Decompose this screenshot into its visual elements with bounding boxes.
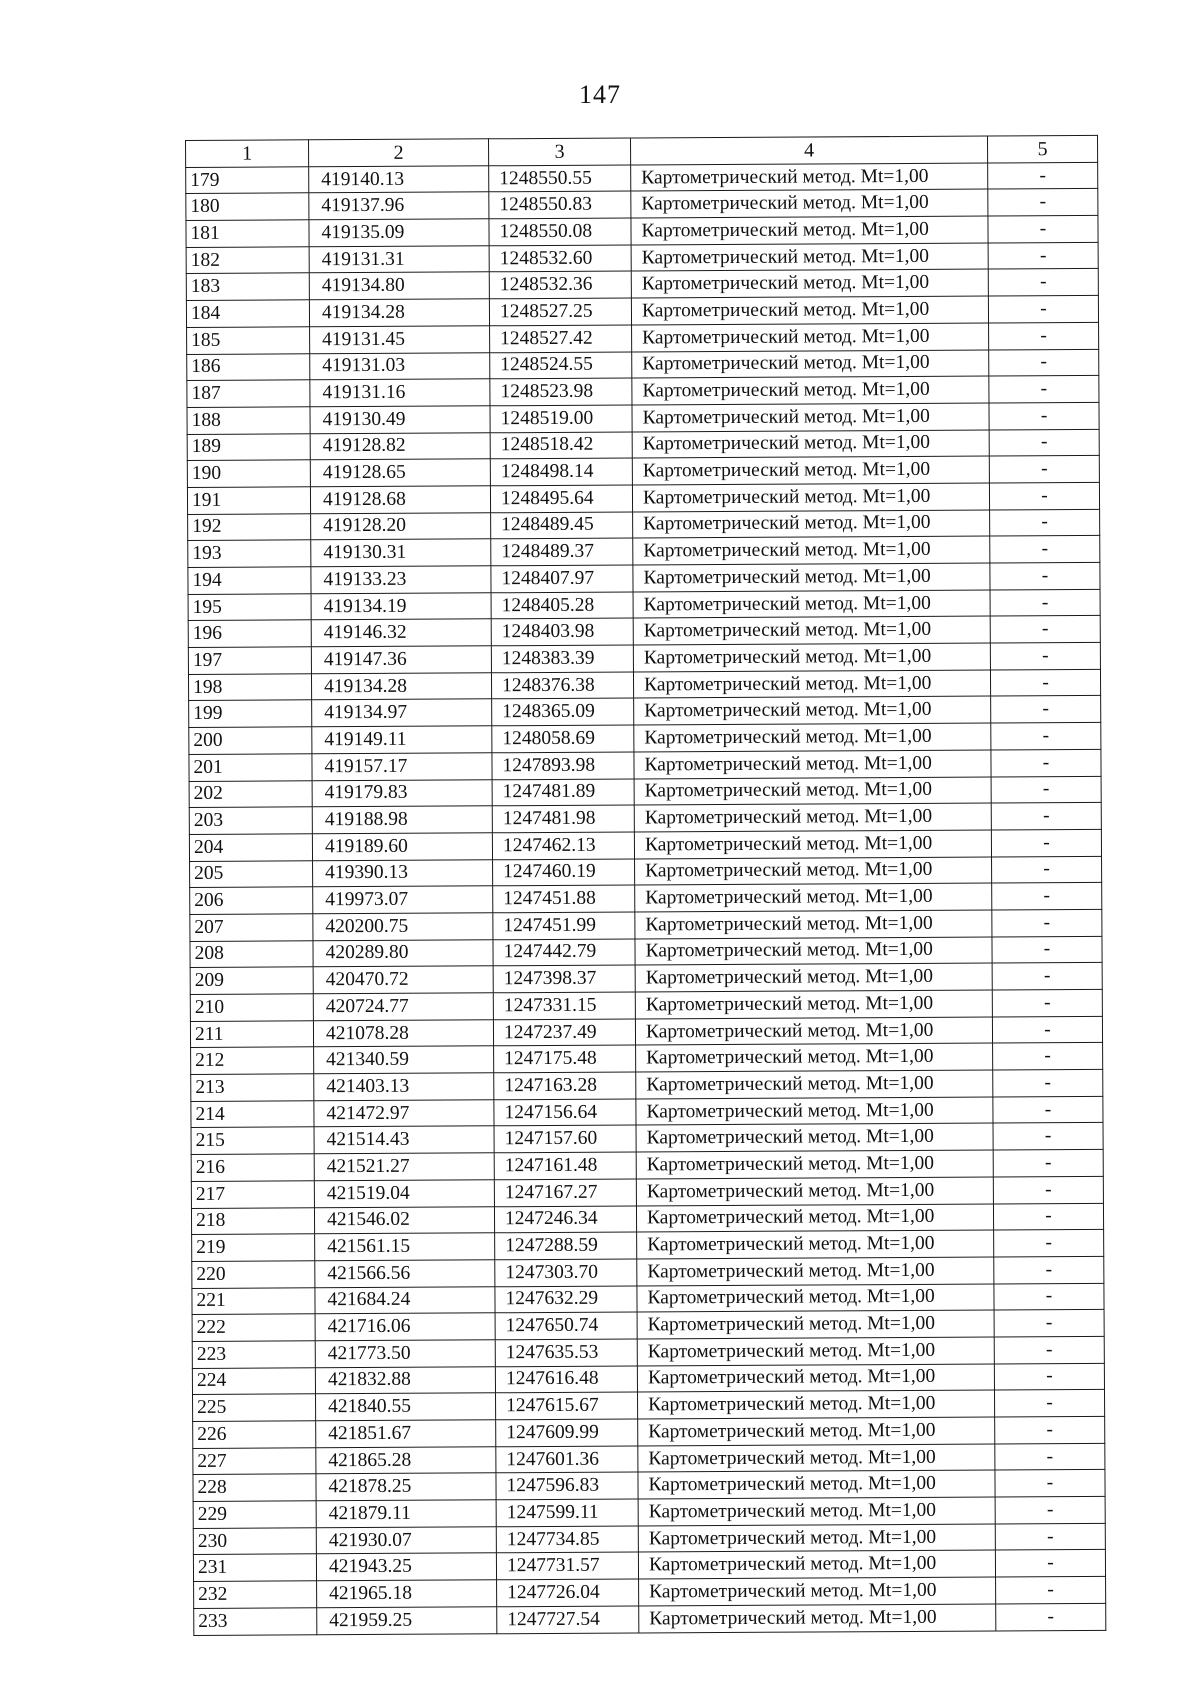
- method-cell: Картометрический метод. Mt=1,00: [633, 510, 990, 539]
- y-coordinate-cell: 1247163.28: [494, 1072, 636, 1099]
- note-cell: -: [990, 536, 1100, 563]
- x-coordinate-cell: 419188.98: [312, 806, 492, 834]
- y-coordinate-cell: 1248407.97: [491, 565, 633, 592]
- point-number-cell: 189: [187, 433, 310, 460]
- note-cell: -: [989, 402, 1099, 429]
- x-coordinate-cell: 419157.17: [312, 753, 492, 781]
- y-coordinate-cell: 1248524.55: [490, 352, 632, 379]
- point-number-cell: 229: [193, 1501, 316, 1528]
- y-coordinate-cell: 1248495.64: [490, 485, 632, 512]
- y-coordinate-cell: 1248532.60: [489, 245, 631, 272]
- y-coordinate-cell: 1247442.79: [493, 939, 635, 966]
- method-cell: Картометрический метод. Mt=1,00: [634, 777, 991, 806]
- method-cell: Картометрический метод. Mt=1,00: [637, 1337, 994, 1366]
- column-header-3: 3: [488, 138, 630, 165]
- y-coordinate-cell: 1247734.85: [496, 1526, 638, 1553]
- x-coordinate-cell: 419131.16: [310, 379, 490, 407]
- x-coordinate-cell: 419134.97: [312, 699, 492, 727]
- note-cell: -: [988, 189, 1098, 216]
- y-coordinate-cell: 1247460.19: [493, 859, 635, 886]
- note-cell: -: [988, 242, 1098, 269]
- method-cell: Картометрический метод. Mt=1,00: [638, 1497, 995, 1526]
- y-coordinate-cell: 1247731.57: [496, 1552, 638, 1579]
- x-coordinate-cell: 419134.28: [309, 299, 489, 327]
- y-coordinate-cell: 1247303.70: [495, 1259, 637, 1286]
- method-cell: Картометрический метод. Mt=1,00: [634, 723, 991, 752]
- note-cell: -: [988, 296, 1098, 323]
- method-cell: Картометрический метод. Mt=1,00: [634, 750, 991, 779]
- note-cell: -: [993, 1203, 1103, 1230]
- note-cell: -: [991, 723, 1101, 750]
- note-cell: -: [989, 456, 1099, 483]
- method-cell: Картометрический метод. Mt=1,00: [633, 563, 990, 592]
- method-cell: Картометрический метод. Mt=1,00: [631, 269, 988, 298]
- point-number-cell: 216: [191, 1154, 314, 1181]
- x-coordinate-cell: 421403.13: [314, 1073, 494, 1101]
- x-coordinate-cell: 419128.82: [310, 432, 490, 460]
- x-coordinate-cell: 420200.75: [313, 913, 493, 941]
- method-cell: Картометрический метод. Mt=1,00: [633, 590, 990, 619]
- method-cell: Картометрический метод. Mt=1,00: [632, 403, 989, 432]
- y-coordinate-cell: 1247157.60: [494, 1125, 636, 1152]
- x-coordinate-cell: 421832.88: [315, 1366, 495, 1394]
- y-coordinate-cell: 1248383.39: [491, 645, 633, 672]
- y-coordinate-cell: 1248058.69: [492, 725, 634, 752]
- y-coordinate-cell: 1247175.48: [494, 1045, 636, 1072]
- y-coordinate-cell: 1248550.55: [489, 165, 631, 192]
- point-number-cell: 205: [190, 860, 313, 887]
- note-cell: -: [989, 349, 1099, 376]
- note-cell: -: [993, 1069, 1103, 1096]
- y-coordinate-cell: 1247615.67: [496, 1392, 638, 1419]
- y-coordinate-cell: 1248550.83: [489, 191, 631, 218]
- y-coordinate-cell: 1248489.37: [491, 538, 633, 565]
- x-coordinate-cell: 421943.25: [316, 1553, 496, 1581]
- point-number-cell: 204: [189, 834, 312, 861]
- x-coordinate-cell: 421865.28: [316, 1446, 496, 1474]
- point-number-cell: 183: [186, 273, 309, 300]
- method-cell: Картометрический метод. Mt=1,00: [633, 616, 990, 645]
- x-coordinate-cell: 420289.80: [313, 939, 493, 967]
- method-cell: Картометрический метод. Mt=1,00: [632, 323, 989, 352]
- point-number-cell: 219: [192, 1234, 315, 1261]
- method-cell: Картометрический метод. Mt=1,00: [632, 350, 989, 379]
- y-coordinate-cell: 1248523.98: [490, 378, 632, 405]
- note-cell: -: [992, 1016, 1102, 1043]
- note-cell: -: [995, 1523, 1105, 1550]
- column-header-2: 2: [309, 139, 489, 167]
- column-header-5: 5: [987, 135, 1097, 162]
- method-cell: Картометрический метод. Mt=1,00: [634, 803, 991, 832]
- y-coordinate-cell: 1247599.11: [496, 1499, 638, 1526]
- x-coordinate-cell: 419973.07: [313, 886, 493, 914]
- point-number-cell: 201: [189, 754, 312, 781]
- x-coordinate-cell: 421521.27: [314, 1153, 494, 1181]
- note-cell: -: [988, 215, 1098, 242]
- method-cell: Картометрический метод. Mt=1,00: [632, 483, 989, 512]
- method-cell: Картометрический метод. Mt=1,00: [635, 910, 992, 939]
- method-cell: Картометрический метод. Mt=1,00: [638, 1390, 995, 1419]
- point-number-cell: 179: [186, 166, 309, 193]
- point-number-cell: 188: [187, 407, 310, 434]
- note-cell: -: [994, 1230, 1104, 1257]
- point-number-cell: 186: [187, 353, 310, 380]
- y-coordinate-cell: 1248550.08: [489, 218, 631, 245]
- method-cell: Картометрический метод. Mt=1,00: [635, 990, 992, 1019]
- method-cell: Картометрический метод. Mt=1,00: [631, 243, 988, 272]
- y-coordinate-cell: 1248532.36: [489, 271, 631, 298]
- point-number-cell: 203: [189, 807, 312, 834]
- method-cell: Картометрический метод. Mt=1,00: [639, 1604, 996, 1633]
- note-cell: -: [989, 376, 1099, 403]
- y-coordinate-cell: 1248376.38: [491, 672, 633, 699]
- method-cell: Картометрический метод. Mt=1,00: [638, 1550, 995, 1579]
- method-cell: Картометрический метод. Mt=1,00: [633, 643, 990, 672]
- method-cell: Картометрический метод. Mt=1,00: [632, 430, 989, 459]
- method-cell: Картометрический метод. Mt=1,00: [638, 1444, 995, 1473]
- y-coordinate-cell: 1248527.25: [489, 298, 631, 325]
- x-coordinate-cell: 419128.68: [310, 486, 490, 514]
- y-coordinate-cell: 1247167.27: [494, 1179, 636, 1206]
- column-header-4: 4: [630, 136, 987, 165]
- table-row: [194, 1603, 1106, 1635]
- note-cell: -: [992, 936, 1102, 963]
- point-number-cell: 233: [194, 1608, 317, 1635]
- point-number-cell: 198: [188, 674, 311, 701]
- y-coordinate-cell: 1248498.14: [490, 458, 632, 485]
- x-coordinate-cell: 421878.25: [316, 1473, 496, 1501]
- point-number-cell: 225: [193, 1394, 316, 1421]
- y-coordinate-cell: 1247726.04: [497, 1579, 639, 1606]
- y-coordinate-cell: 1248403.98: [491, 618, 633, 645]
- note-cell: -: [995, 1470, 1105, 1497]
- x-coordinate-cell: 421561.15: [315, 1233, 495, 1261]
- point-number-cell: 207: [190, 914, 313, 941]
- column-header-1: 1: [186, 140, 309, 167]
- note-cell: -: [991, 803, 1101, 830]
- point-number-cell: 195: [188, 593, 311, 620]
- method-cell: Картометрический метод. Mt=1,00: [631, 163, 988, 192]
- y-coordinate-cell: 1247609.99: [496, 1419, 638, 1446]
- method-cell: Картометрический метод. Mt=1,00: [638, 1470, 995, 1499]
- note-cell: -: [996, 1603, 1106, 1630]
- x-coordinate-cell: 419189.60: [312, 833, 492, 861]
- method-cell: Картометрический метод. Mt=1,00: [637, 1257, 994, 1286]
- method-cell: Картометрический метод. Mt=1,00: [633, 670, 990, 699]
- note-cell: -: [990, 642, 1100, 669]
- point-number-cell: 193: [188, 540, 311, 567]
- x-coordinate-cell: 419390.13: [313, 859, 493, 887]
- note-cell: -: [993, 1123, 1103, 1150]
- note-cell: -: [992, 909, 1102, 936]
- method-cell: Картометрический метод. Mt=1,00: [631, 296, 988, 325]
- point-number-cell: 200: [189, 727, 312, 754]
- point-number-cell: 232: [194, 1581, 317, 1608]
- method-cell: Картометрический метод. Mt=1,00: [637, 1310, 994, 1339]
- point-number-cell: 208: [190, 940, 313, 967]
- x-coordinate-cell: 421566.56: [315, 1260, 495, 1288]
- note-cell: -: [991, 696, 1101, 723]
- note-cell: -: [994, 1256, 1104, 1283]
- method-cell: Картометрический метод. Mt=1,00: [636, 1204, 993, 1233]
- y-coordinate-cell: 1247481.89: [492, 779, 634, 806]
- note-cell: -: [988, 269, 1098, 296]
- x-coordinate-cell: 419140.13: [309, 165, 489, 193]
- point-number-cell: 224: [192, 1367, 315, 1394]
- note-cell: -: [991, 749, 1101, 776]
- x-coordinate-cell: 420724.77: [313, 993, 493, 1021]
- method-cell: Картометрический метод. Mt=1,00: [632, 376, 989, 405]
- method-cell: Картометрический метод. Mt=1,00: [638, 1417, 995, 1446]
- y-coordinate-cell: 1248518.42: [490, 432, 632, 459]
- y-coordinate-cell: 1247635.53: [495, 1339, 637, 1366]
- point-number-cell: 226: [193, 1421, 316, 1448]
- point-number-cell: 218: [191, 1207, 314, 1234]
- note-cell: -: [992, 963, 1102, 990]
- point-number-cell: 227: [193, 1447, 316, 1474]
- x-coordinate-cell: 419137.96: [309, 192, 489, 220]
- point-number-cell: 187: [187, 380, 310, 407]
- method-cell: Картометрический метод. Mt=1,00: [631, 216, 988, 245]
- point-number-cell: 217: [191, 1181, 314, 1208]
- note-cell: -: [993, 1176, 1103, 1203]
- x-coordinate-cell: 421519.04: [314, 1180, 494, 1208]
- x-coordinate-cell: 421851.67: [316, 1420, 496, 1448]
- y-coordinate-cell: 1247237.49: [493, 1019, 635, 1046]
- x-coordinate-cell: 419128.20: [311, 512, 491, 540]
- note-cell: -: [996, 1577, 1106, 1604]
- method-cell: Картометрический метод. Mt=1,00: [638, 1524, 995, 1553]
- y-coordinate-cell: 1247596.83: [496, 1472, 638, 1499]
- method-cell: Картометрический метод. Mt=1,00: [635, 883, 992, 912]
- x-coordinate-cell: 421340.59: [314, 1046, 494, 1074]
- note-cell: -: [994, 1363, 1104, 1390]
- point-number-cell: 194: [188, 567, 311, 594]
- note-cell: -: [989, 429, 1099, 456]
- y-coordinate-cell: 1248405.28: [491, 592, 633, 619]
- note-cell: -: [992, 989, 1102, 1016]
- note-cell: -: [990, 509, 1100, 536]
- note-cell: -: [994, 1310, 1104, 1337]
- point-number-cell: 182: [186, 247, 309, 274]
- method-cell: Картометрический метод. Mt=1,00: [636, 1123, 993, 1152]
- x-coordinate-cell: 419134.19: [311, 592, 491, 620]
- note-cell: -: [992, 856, 1102, 883]
- y-coordinate-cell: 1247650.74: [495, 1312, 637, 1339]
- y-coordinate-cell: 1248519.00: [490, 405, 632, 432]
- point-number-cell: 223: [192, 1341, 315, 1368]
- point-number-cell: 190: [187, 460, 310, 487]
- y-coordinate-cell: 1247246.34: [494, 1205, 636, 1232]
- point-number-cell: 220: [192, 1261, 315, 1288]
- y-coordinate-cell: 1247161.48: [494, 1152, 636, 1179]
- x-coordinate-cell: 419149.11: [312, 726, 492, 754]
- point-number-cell: 191: [187, 487, 310, 514]
- page-number: 147: [579, 80, 621, 109]
- y-coordinate-cell: 1247451.99: [493, 912, 635, 939]
- x-coordinate-cell: 421959.25: [317, 1607, 497, 1635]
- method-cell: Картометрический метод. Mt=1,00: [639, 1577, 996, 1606]
- note-cell: -: [993, 1096, 1103, 1123]
- x-coordinate-cell: 419128.65: [310, 459, 490, 487]
- y-coordinate-cell: 1248527.42: [490, 325, 632, 352]
- x-coordinate-cell: 419147.36: [311, 646, 491, 674]
- x-coordinate-cell: 419131.03: [310, 352, 490, 380]
- note-cell: -: [995, 1496, 1105, 1523]
- method-cell: Картометрический метод. Mt=1,00: [637, 1284, 994, 1313]
- point-number-cell: 192: [188, 513, 311, 540]
- method-cell: Картометрический метод. Mt=1,00: [634, 830, 991, 859]
- point-number-cell: 206: [190, 887, 313, 914]
- method-cell: Картометрический метод. Mt=1,00: [636, 1043, 993, 1072]
- note-cell: -: [989, 322, 1099, 349]
- y-coordinate-cell: 1248365.09: [492, 698, 634, 725]
- method-cell: Картометрический метод. Mt=1,00: [636, 1177, 993, 1206]
- x-coordinate-cell: 419130.31: [311, 539, 491, 567]
- x-coordinate-cell: 421716.06: [315, 1313, 495, 1341]
- note-cell: -: [993, 1150, 1103, 1177]
- x-coordinate-cell: 419130.49: [310, 406, 490, 434]
- y-coordinate-cell: 1247616.48: [495, 1366, 637, 1393]
- y-coordinate-cell: 1247462.13: [492, 832, 634, 859]
- point-number-cell: 215: [191, 1127, 314, 1154]
- x-coordinate-cell: 421930.07: [316, 1527, 496, 1555]
- point-number-cell: 210: [190, 994, 313, 1021]
- method-cell: Картометрический метод. Mt=1,00: [634, 696, 991, 725]
- y-coordinate-cell: 1247331.15: [493, 992, 635, 1019]
- point-number-cell: 199: [189, 700, 312, 727]
- y-coordinate-cell: 1247893.98: [492, 752, 634, 779]
- note-cell: -: [988, 162, 1098, 189]
- note-cell: -: [995, 1443, 1105, 1470]
- point-number-cell: 214: [191, 1101, 314, 1128]
- method-cell: Картометрический метод. Mt=1,00: [632, 456, 989, 485]
- point-number-cell: 196: [188, 620, 311, 647]
- point-number-cell: 197: [188, 647, 311, 674]
- y-coordinate-cell: 1247481.98: [492, 805, 634, 832]
- y-coordinate-cell: 1247632.29: [495, 1286, 637, 1313]
- y-coordinate-cell: 1247288.59: [495, 1232, 637, 1259]
- point-number-cell: 202: [189, 780, 312, 807]
- y-coordinate-cell: 1247601.36: [496, 1446, 638, 1473]
- point-number-cell: 185: [187, 327, 310, 354]
- method-cell: Картометрический метод. Mt=1,00: [635, 937, 992, 966]
- x-coordinate-cell: 419131.31: [309, 246, 489, 274]
- method-cell: Картометрический метод. Mt=1,00: [635, 857, 992, 886]
- note-cell: -: [995, 1550, 1105, 1577]
- note-cell: -: [990, 562, 1100, 589]
- note-cell: -: [991, 776, 1101, 803]
- point-number-cell: 180: [186, 193, 309, 220]
- method-cell: Картометрический метод. Mt=1,00: [637, 1230, 994, 1259]
- x-coordinate-cell: 421078.28: [313, 1019, 493, 1047]
- note-cell: -: [992, 883, 1102, 910]
- x-coordinate-cell: 421546.02: [314, 1206, 494, 1234]
- point-number-cell: 228: [193, 1474, 316, 1501]
- note-cell: -: [990, 669, 1100, 696]
- x-coordinate-cell: 419134.80: [309, 272, 489, 300]
- x-coordinate-cell: 419134.28: [311, 673, 491, 701]
- note-cell: -: [995, 1416, 1105, 1443]
- x-coordinate-cell: 419131.45: [310, 326, 490, 354]
- x-coordinate-cell: 421840.55: [316, 1393, 496, 1421]
- y-coordinate-cell: 1248489.45: [491, 512, 633, 539]
- x-coordinate-cell: 419179.83: [312, 779, 492, 807]
- method-cell: Картометрический метод. Mt=1,00: [635, 1017, 992, 1046]
- method-cell: Картометрический метод. Mt=1,00: [636, 1097, 993, 1126]
- note-cell: -: [990, 616, 1100, 643]
- method-cell: Картометрический метод. Mt=1,00: [633, 536, 990, 565]
- point-number-cell: 213: [191, 1074, 314, 1101]
- x-coordinate-cell: 421684.24: [315, 1286, 495, 1314]
- x-coordinate-cell: 421773.50: [315, 1340, 495, 1368]
- method-cell: Картометрический метод. Mt=1,00: [637, 1364, 994, 1393]
- point-number-cell: 230: [193, 1528, 316, 1555]
- point-number-cell: 211: [190, 1020, 313, 1047]
- point-number-cell: 184: [186, 300, 309, 327]
- coordinates-table: [185, 135, 1106, 1636]
- note-cell: -: [993, 1043, 1103, 1070]
- method-cell: Картометрический метод. Mt=1,00: [636, 1070, 993, 1099]
- note-cell: -: [994, 1390, 1104, 1417]
- point-number-cell: 181: [186, 220, 309, 247]
- y-coordinate-cell: 1247727.54: [497, 1606, 639, 1633]
- table-body: [186, 162, 1106, 1635]
- y-coordinate-cell: 1247451.88: [493, 885, 635, 912]
- note-cell: -: [990, 589, 1100, 616]
- point-number-cell: 221: [192, 1287, 315, 1314]
- note-cell: -: [991, 829, 1101, 856]
- x-coordinate-cell: 419146.32: [311, 619, 491, 647]
- x-coordinate-cell: 419135.09: [309, 219, 489, 247]
- x-coordinate-cell: 421965.18: [317, 1580, 497, 1608]
- point-number-cell: 231: [193, 1554, 316, 1581]
- method-cell: Картометрический метод. Mt=1,00: [631, 189, 988, 218]
- note-cell: -: [989, 482, 1099, 509]
- y-coordinate-cell: 1247398.37: [493, 965, 635, 992]
- point-number-cell: 222: [192, 1314, 315, 1341]
- x-coordinate-cell: 421472.97: [314, 1100, 494, 1128]
- method-cell: Картометрический метод. Mt=1,00: [635, 963, 992, 992]
- point-number-cell: 209: [190, 967, 313, 994]
- point-number-cell: 212: [191, 1047, 314, 1074]
- x-coordinate-cell: 421879.11: [316, 1500, 496, 1528]
- method-cell: Картометрический метод. Mt=1,00: [636, 1150, 993, 1179]
- note-cell: -: [994, 1336, 1104, 1363]
- x-coordinate-cell: 419133.23: [311, 566, 491, 594]
- note-cell: -: [994, 1283, 1104, 1310]
- y-coordinate-cell: 1247156.64: [494, 1099, 636, 1126]
- x-coordinate-cell: 421514.43: [314, 1126, 494, 1154]
- x-coordinate-cell: 420470.72: [313, 966, 493, 994]
